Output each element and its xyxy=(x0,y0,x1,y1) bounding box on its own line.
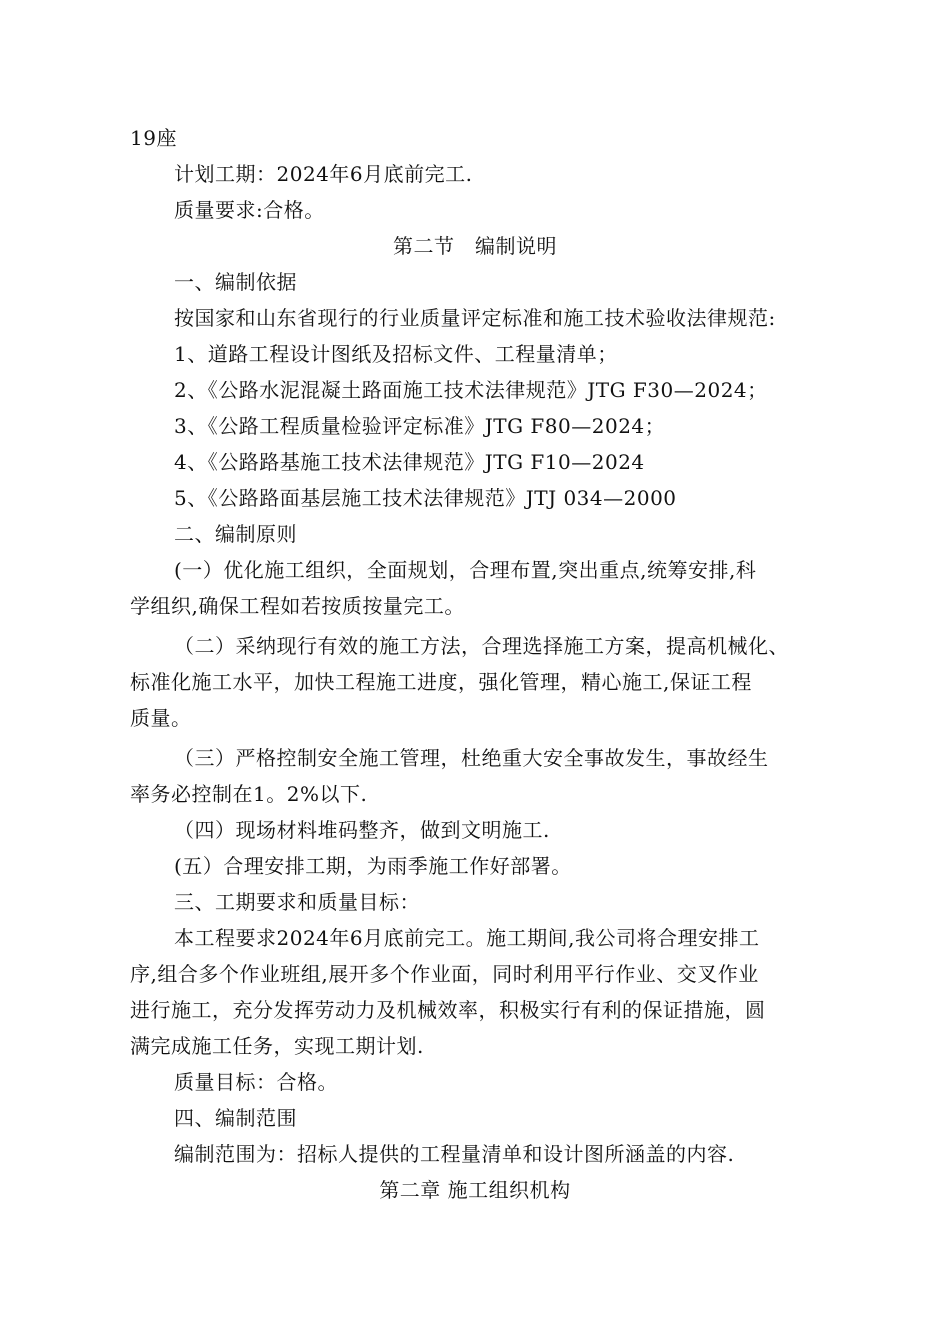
text-line: 满完成施工任务，实现工期计划. xyxy=(130,1034,424,1058)
text-line: 二、编制原则 xyxy=(174,522,297,546)
text-line: （三）严格控制安全施工管理，杜绝重大安全事故发生，事故经生 xyxy=(174,746,769,770)
text-line: 质量要求:合格。 xyxy=(174,198,325,222)
text-line: 学组织,确保工程如若按质按量完工。 xyxy=(130,594,465,618)
text-line: 质量。 xyxy=(130,706,192,730)
text-line: 按国家和山东省现行的行业质量评定标准和施工技术验收法律规范: xyxy=(174,306,776,330)
text-line: （四）现场材料堆码整齐，做到文明施工. xyxy=(174,818,550,842)
text-line: 编制范围为：招标人提供的工程量清单和设计图所涵盖的内容. xyxy=(174,1142,735,1166)
text-line: 4、《公路路基施工技术法律规范》JTG F10—2024 xyxy=(174,450,645,474)
chapter-heading: 第二章 施工组织机构 xyxy=(379,1178,571,1202)
text-line: 四、编制范围 xyxy=(174,1106,297,1130)
text-line: 本工程要求2024年6月底前完工。施工期间,我公司将合理安排工 xyxy=(174,926,760,950)
text-line: (一）优化施工组织，全面规划，合理布置,突出重点,统筹安排,科 xyxy=(174,558,757,582)
text-line: 标准化施工水平，加快工程施工进度，强化管理，精心施工,保证工程 xyxy=(130,670,752,694)
text-line: 19座 xyxy=(130,126,177,150)
text-line: （二）采纳现行有效的施工方法，合理选择施工方案，提高机械化、 xyxy=(174,634,789,658)
text-line: 三、工期要求和质量目标： xyxy=(174,890,420,914)
text-line: 质量目标：合格。 xyxy=(174,1070,338,1094)
text-line: 序,组合多个作业班组,展开多个作业面，同时利用平行作业、交叉作业 xyxy=(130,962,759,986)
text-line: (五）合理安排工期，为雨季施工作好部署。 xyxy=(174,854,572,878)
text-line: 进行施工，充分发挥劳动力及机械效率，积极实行有利的保证措施，圆 xyxy=(130,998,766,1022)
section-heading: 第二节 编制说明 xyxy=(393,234,557,258)
text-line: 3、《公路工程质量检验评定标准》JTG F80—2024； xyxy=(174,414,666,438)
text-line: 一、编制依据 xyxy=(174,270,297,294)
text-line: 5、《公路路面基层施工技术法律规范》JTJ 034—2000 xyxy=(174,486,677,510)
text-line: 2、《公路水泥混凝土路面施工技术法律规范》JTG F30—2024； xyxy=(174,378,768,402)
text-line: 1、道路工程设计图纸及招标文件、工程量清单； xyxy=(174,342,618,366)
text-line: 计划工期：2024年6月底前完工. xyxy=(174,162,473,186)
text-line: 率务必控制在1。2%以下. xyxy=(130,782,368,806)
